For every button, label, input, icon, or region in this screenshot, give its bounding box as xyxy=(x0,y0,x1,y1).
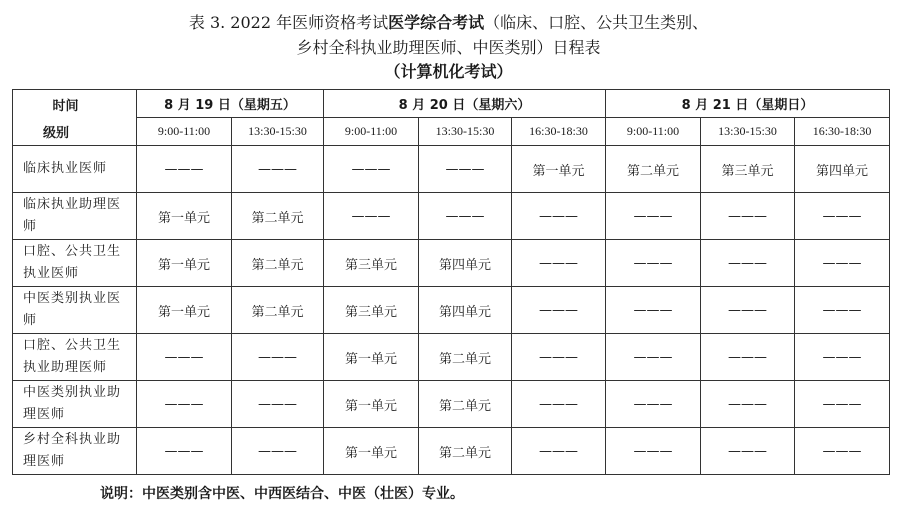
schedule-cell: 第二单元 xyxy=(232,240,324,287)
schedule-cell: ——— xyxy=(232,334,324,381)
schedule-cell: 第二单元 xyxy=(419,428,512,475)
schedule-cell: ——— xyxy=(701,334,795,381)
date-header: 8 月 19 日（星期五） xyxy=(137,90,324,118)
schedule-cell: ——— xyxy=(701,381,795,428)
date-header: 8 月 20 日（星期六） xyxy=(324,90,606,118)
title-suffix: （临床、口腔、公共卫生类别、 xyxy=(484,13,709,32)
schedule-cell: ——— xyxy=(419,193,512,240)
title-subtitle: （计算机化考试） xyxy=(384,62,513,81)
schedule-cell: 第三单元 xyxy=(324,240,419,287)
time-slot-header: 13:30-15:30 xyxy=(232,118,324,146)
title-bold: 医学综合考试 xyxy=(388,13,485,32)
level-label: 临床执业助理医师 xyxy=(13,193,137,240)
schedule-cell: ——— xyxy=(324,146,419,193)
schedule-cell: ——— xyxy=(137,334,232,381)
schedule-cell: ——— xyxy=(795,193,890,240)
table-row xyxy=(13,428,890,475)
schedule-cell: ——— xyxy=(137,428,232,475)
time-slot-header: 16:30-18:30 xyxy=(512,118,606,146)
document-title xyxy=(0,10,897,84)
schedule-cell: 第一单元 xyxy=(137,193,232,240)
level-label: 乡村全科执业助理医师 xyxy=(13,428,137,475)
schedule-cell: 第四单元 xyxy=(419,240,512,287)
schedule-cell: ——— xyxy=(512,381,606,428)
schedule-cell: ——— xyxy=(606,287,701,334)
schedule-cell: ——— xyxy=(137,381,232,428)
schedule-cell: 第三单元 xyxy=(701,146,795,193)
schedule-cell: ——— xyxy=(137,146,232,193)
schedule-cell: ——— xyxy=(512,334,606,381)
schedule-cell: ——— xyxy=(606,381,701,428)
time-slot-header: 9:00-11:00 xyxy=(606,118,701,146)
schedule-cell: ——— xyxy=(232,381,324,428)
date-header: 8 月 21 日（星期日） xyxy=(606,90,890,118)
schedule-cell: 第一单元 xyxy=(137,287,232,334)
schedule-cell: ——— xyxy=(701,287,795,334)
title-line-2: 乡村全科执业助理医师、中医类别）日程表 xyxy=(296,38,601,57)
time-slot-header: 9:00-11:00 xyxy=(137,118,232,146)
schedule-cell: ——— xyxy=(606,334,701,381)
schedule-cell: ——— xyxy=(701,240,795,287)
schedule-cell: ——— xyxy=(512,240,606,287)
schedule-cell: 第二单元 xyxy=(419,334,512,381)
schedule-cell: 第一单元 xyxy=(324,381,419,428)
level-label: 临床执业医师 xyxy=(13,146,137,193)
schedule-cell: ——— xyxy=(795,334,890,381)
schedule-cell: ——— xyxy=(232,428,324,475)
table-row xyxy=(13,146,890,193)
schedule-cell: ——— xyxy=(701,193,795,240)
schedule-cell: ——— xyxy=(606,240,701,287)
table-row xyxy=(13,334,890,381)
schedule-cell: ——— xyxy=(606,428,701,475)
schedule-cell: 第二单元 xyxy=(232,287,324,334)
corner-level-label: 级别 xyxy=(43,125,70,141)
table-row xyxy=(13,287,890,334)
schedule-cell: ——— xyxy=(606,193,701,240)
footnote: 说明：中医类别含中医、中西医结合、中医（壮医）专业。 xyxy=(100,486,464,502)
time-slot-header: 13:30-15:30 xyxy=(419,118,512,146)
table-row xyxy=(13,240,890,287)
time-header-row xyxy=(13,118,890,146)
schedule-table xyxy=(12,89,890,475)
schedule-cell: 第二单元 xyxy=(419,381,512,428)
schedule-body xyxy=(13,90,890,475)
level-label: 中医类别执业医师 xyxy=(13,287,137,334)
schedule-cell: 第二单元 xyxy=(232,193,324,240)
schedule-cell: ——— xyxy=(795,428,890,475)
level-label: 中医类别执业助理医师 xyxy=(13,381,137,428)
table-row xyxy=(13,193,890,240)
time-slot-header: 9:00-11:00 xyxy=(324,118,419,146)
schedule-cell: 第四单元 xyxy=(419,287,512,334)
schedule-cell: ——— xyxy=(324,193,419,240)
schedule-cell: ——— xyxy=(795,381,890,428)
corner-header xyxy=(13,90,137,146)
schedule-cell: ——— xyxy=(701,428,795,475)
corner-time-label: 时间 xyxy=(52,98,79,114)
schedule-cell: 第一单元 xyxy=(512,146,606,193)
level-label: 口腔、公共卫生执业助理医师 xyxy=(13,334,137,381)
level-label: 口腔、公共卫生执业医师 xyxy=(13,240,137,287)
time-slot-header: 16:30-18:30 xyxy=(795,118,890,146)
schedule-cell: 第一单元 xyxy=(137,240,232,287)
schedule-cell: ——— xyxy=(512,287,606,334)
schedule-cell: 第二单元 xyxy=(606,146,701,193)
schedule-cell: ——— xyxy=(512,193,606,240)
schedule-cell: 第三单元 xyxy=(324,287,419,334)
schedule-cell: 第一单元 xyxy=(324,428,419,475)
schedule-cell: ——— xyxy=(795,240,890,287)
time-slot-header: 13:30-15:30 xyxy=(701,118,795,146)
date-header-row xyxy=(13,90,890,118)
schedule-cell: ——— xyxy=(512,428,606,475)
title-prefix: 表 3. 2022 年医师资格考试 xyxy=(188,13,389,32)
title-line-1 xyxy=(0,10,897,35)
schedule-cell: ——— xyxy=(795,287,890,334)
schedule-cell: 第四单元 xyxy=(795,146,890,193)
schedule-cell: ——— xyxy=(419,146,512,193)
schedule-cell: 第一单元 xyxy=(324,334,419,381)
table-row xyxy=(13,381,890,428)
schedule-cell: ——— xyxy=(232,146,324,193)
